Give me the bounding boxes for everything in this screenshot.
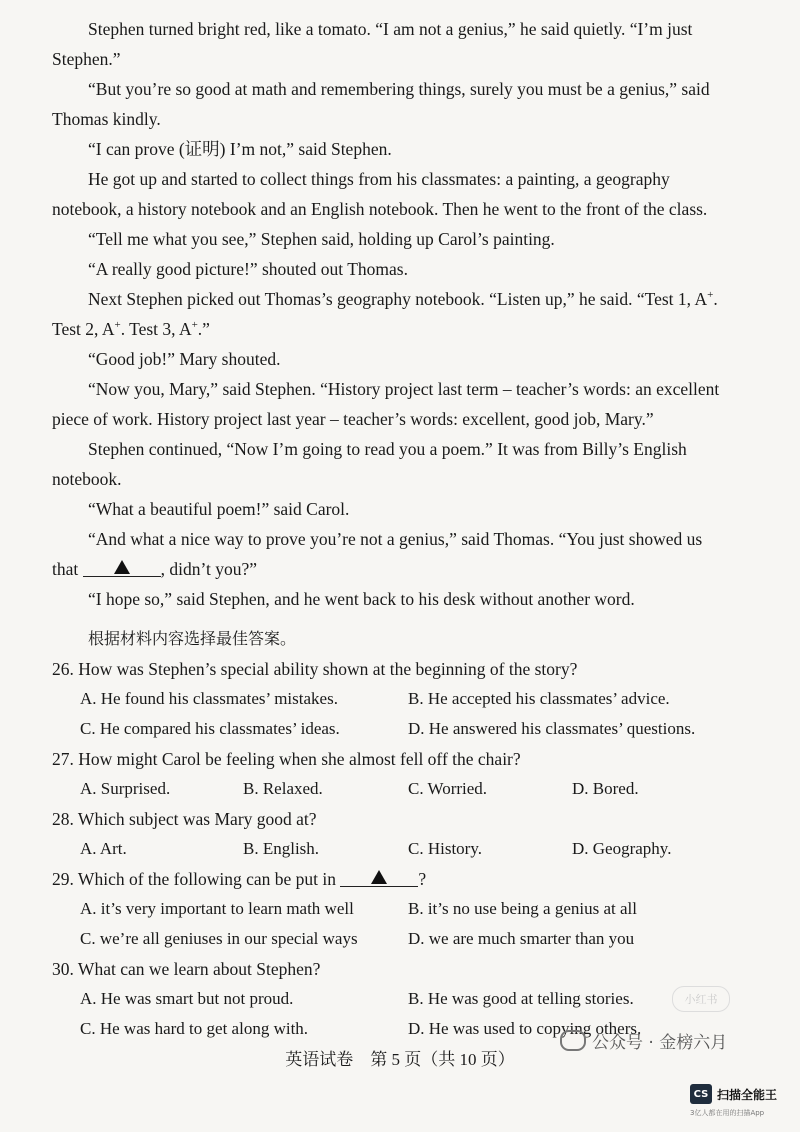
- passage-line: “And what a nice way to prove you’re not a genius,” said Thomas. “You just showed us: [88, 529, 703, 549]
- instruction: 根据材料内容选择最佳答案。: [88, 629, 297, 648]
- option-a[interactable]: A. Art.: [80, 839, 127, 858]
- passage-text: Next Stephen picked out Thomas’s geography notebook. “Listen up,” he said. “Test 1, A: [88, 289, 708, 309]
- passage-text: .”: [197, 319, 210, 339]
- passage-text: Test 2, A: [52, 319, 115, 339]
- passage-text: . Test 3, A: [120, 319, 192, 339]
- passage-line: “Tell me what you see,” Stephen said, holding up Carol’s painting.: [88, 229, 555, 249]
- scanner-name: 扫描全能王: [717, 1087, 778, 1102]
- passage-line: “Now you, Mary,” said Stephen. “History project last term – teacher’s words: an excellent: [88, 379, 720, 399]
- option-d[interactable]: D. Bored.: [572, 779, 639, 798]
- passage-line: Thomas kindly.: [52, 109, 161, 129]
- passage-line: Stephen turned bright red, like a tomato. “I am not a genius,” he said quietly. “I’m just: [88, 19, 693, 39]
- option-d[interactable]: D. He answered his classmates’ questions.: [408, 719, 696, 738]
- passage-line: [52, 318, 210, 340]
- scanner-badge: [690, 1084, 777, 1104]
- option-c[interactable]: C. we’re all geniuses in our special ways: [80, 929, 358, 948]
- option-b[interactable]: B. it’s no use being a genius at all: [408, 899, 637, 918]
- passage-line: He got up and started to collect things from his classmates: a painting, a geography: [88, 169, 670, 189]
- question-stem: [52, 868, 426, 890]
- option-b[interactable]: B. English.: [243, 839, 320, 858]
- question-stem: 27. How might Carol be feeling when she almost fell off the chair?: [52, 749, 521, 769]
- option-c[interactable]: C. History.: [408, 839, 482, 858]
- passage-line: “I hope so,” said Stephen, and he went back to his desk without another word.: [88, 589, 635, 609]
- question-stem: 26. How was Stephen’s special ability shown at the beginning of the story?: [52, 659, 578, 679]
- triangle-icon: [371, 870, 387, 884]
- stamp-watermark: 小红书: [672, 986, 730, 1012]
- passage-line: “What a beautiful poem!” said Carol.: [88, 499, 350, 519]
- option-d[interactable]: D. He was used to copying others.: [408, 1019, 642, 1038]
- question-stem: 28. Which subject was Mary good at?: [52, 809, 317, 829]
- passage-line: “A really good picture!” shouted out Thomas.: [88, 259, 408, 279]
- page-footer: 英语试卷 第 5 页（共 10 页）: [285, 1050, 515, 1069]
- passage-line: notebook.: [52, 469, 122, 489]
- grade-plus: +: [707, 289, 714, 302]
- option-c[interactable]: C. Worried.: [408, 779, 488, 798]
- passage-line: notebook, a history notebook and an English notebook. Then he went to the front of the class.: [52, 199, 708, 219]
- passage-text: that: [52, 559, 79, 579]
- question-stem: 30. What can we learn about Stephen?: [52, 959, 321, 979]
- passage-line: Stephen continued, “Now I’m going to read you a poem.” It was from Billy’s English: [88, 439, 687, 459]
- option-d[interactable]: D. Geography.: [572, 839, 672, 858]
- passage-line: piece of work. History project last year – teacher’s words: excellent, good job, Mary.”: [52, 409, 654, 429]
- passage-line: “Good job!” Mary shouted.: [88, 349, 281, 369]
- passage-line: “I can prove (证明) I’m not,” said Stephen.: [88, 139, 392, 159]
- option-a[interactable]: A. He found his classmates’ mistakes.: [80, 689, 338, 708]
- option-b[interactable]: B. He was good at telling stories.: [408, 989, 634, 1008]
- option-b[interactable]: B. He accepted his classmates’ advice.: [408, 689, 670, 708]
- option-c[interactable]: C. He compared his classmates’ ideas.: [80, 719, 340, 738]
- question-text: 29. Which of the following can be put in: [52, 869, 336, 889]
- passage-line: Next Stephen picked out Thomas’s geography notebook. “Listen up,” he said. “Test 1, A+.: [88, 289, 718, 309]
- option-b[interactable]: B. Relaxed.: [243, 779, 323, 798]
- question-text: ?: [418, 869, 427, 889]
- passage-line: Stephen.”: [52, 49, 121, 69]
- option-a[interactable]: A. Surprised.: [80, 779, 171, 798]
- grade-plus: +: [191, 319, 198, 332]
- watermark-text: 公众号 · 金榜六月: [592, 1033, 728, 1053]
- option-c[interactable]: C. He was hard to get along with.: [80, 1019, 309, 1038]
- camscanner-logo-icon: CS: [690, 1084, 712, 1104]
- triangle-icon: [114, 560, 130, 574]
- passage-line: [52, 558, 257, 580]
- scanner-tagline: 3亿人都在用的扫描App: [690, 1109, 765, 1117]
- passage-line: “But you’re so good at math and remembering things, surely you must be a genius,” said: [88, 79, 710, 99]
- option-d[interactable]: D. we are much smarter than you: [408, 929, 635, 948]
- answer-blank: [340, 868, 418, 887]
- answer-blank: [83, 558, 161, 577]
- option-a[interactable]: A. it’s very important to learn math well: [80, 899, 354, 918]
- passage-text: , didn’t you?”: [160, 559, 258, 579]
- option-a[interactable]: A. He was smart but not proud.: [80, 989, 294, 1008]
- grade-plus: +: [114, 319, 121, 332]
